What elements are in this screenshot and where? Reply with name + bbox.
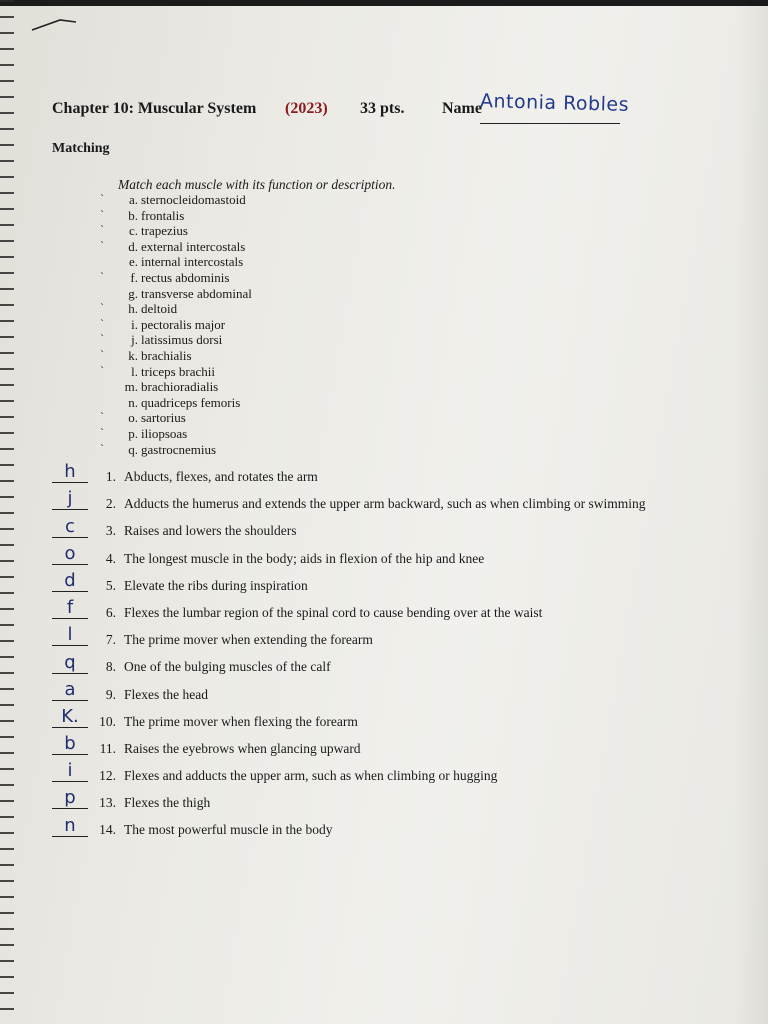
muscle-name: sartorius [141, 410, 186, 426]
chapter-title: Chapter 10: Muscular System [52, 100, 257, 117]
question-text: Flexes the lumbar region of the spinal cord to cause bending over at the waist [124, 604, 543, 620]
muscle-letter: a. [128, 192, 138, 207]
question-number: 11. [99, 740, 116, 756]
question-text: Flexes and adducts the upper arm, such as when climbing or hugging [124, 768, 498, 784]
question-text: One of the bulging muscles of the calf [124, 659, 331, 675]
muscle-letter: m. [124, 379, 138, 395]
muscle-name: triceps brachii [141, 363, 215, 379]
question-number: 6. [105, 604, 116, 620]
muscle-letter: i. [131, 316, 138, 332]
muscle-option [108, 379, 408, 395]
notebook-binding [0, 0, 14, 1024]
muscle-name: trapezius [141, 223, 188, 239]
question-number: 2. [105, 496, 116, 512]
muscle-letter: h. [128, 301, 138, 317]
pencil-tick-mark: ˋ [100, 334, 105, 346]
question-text: The prime mover when flexing the forearm [124, 713, 358, 729]
muscle-option [100, 207, 408, 224]
question-row [52, 760, 692, 790]
question-text: The most powerful muscle in the body [124, 822, 333, 838]
question-text: Flexes the head [124, 686, 208, 702]
question-number: 9. [105, 686, 116, 702]
question-row [52, 542, 692, 573]
question-text: Raises and lowers the shoulders [124, 523, 297, 539]
answer-blank[interactable]: h [52, 462, 88, 483]
muscle-name: deltoid [141, 301, 178, 317]
question-row [52, 651, 692, 681]
muscle-option [108, 395, 408, 411]
question-text: The prime mover when extending the forearm [124, 632, 373, 648]
question-text: Flexes the thigh [124, 795, 211, 811]
pencil-tick-mark: ˋ [100, 209, 105, 221]
muscle-name: gastrocnemius [141, 441, 217, 457]
muscle-option [100, 363, 408, 380]
muscle-letter: p. [128, 425, 138, 441]
question-text: Raises the eyebrows when glancing upward [124, 740, 361, 756]
pencil-tick-mark: ˋ [100, 194, 105, 205]
question-text: Elevate the ribs during inspiration [124, 577, 308, 593]
question-number: 3. [105, 523, 116, 539]
muscle-option [108, 286, 408, 302]
muscle-letter: o. [128, 410, 138, 426]
answer-blank[interactable]: n [52, 816, 88, 837]
muscle-option [108, 254, 408, 270]
muscle-option [100, 441, 408, 458]
question-row [52, 597, 692, 627]
question-row [52, 733, 692, 763]
page-edge-shadow [734, 0, 768, 1024]
muscle-name: external intercostals [141, 238, 246, 254]
muscle-letter: f. [130, 269, 138, 285]
question-row [52, 705, 692, 736]
answer-blank[interactable]: a [52, 680, 88, 701]
pencil-tick-mark: ˋ [100, 303, 105, 315]
question-row [52, 787, 692, 817]
question-text: The longest muscle in the body; aids in flexion of the hip and knee [124, 550, 485, 566]
muscle-option [100, 223, 408, 239]
muscle-letter: k. [128, 347, 138, 363]
pen-scratch-mark [30, 14, 80, 34]
question-text: Adducts the humerus and extends the upper arm backward, such as when climbing or swimming [124, 496, 646, 512]
muscle-name: pectoralis major [141, 316, 226, 332]
muscle-name: rectus abdominis [141, 269, 230, 285]
points-label: 33 pts. [360, 100, 405, 117]
muscle-name: latissimus dorsi [141, 332, 223, 348]
question-row [52, 678, 692, 709]
muscle-option [100, 332, 408, 348]
answer-blank[interactable]: q [52, 653, 88, 674]
answer-blank[interactable]: p [52, 788, 88, 809]
muscle-letter: d. [128, 238, 138, 254]
answer-blank[interactable]: b [52, 734, 88, 755]
name-label: Name [442, 100, 482, 117]
muscle-letter: c. [128, 223, 138, 239]
muscle-list [100, 192, 408, 457]
muscle-option [100, 347, 408, 364]
muscle-option [100, 301, 408, 317]
question-row [52, 624, 692, 654]
muscle-letter: g. [128, 285, 138, 301]
muscle-letter: e. [128, 254, 138, 270]
top-edge [0, 0, 768, 6]
muscle-letter: q. [128, 441, 138, 457]
question-number: 5. [105, 577, 116, 593]
muscle-letter: l. [131, 363, 138, 379]
pencil-tick-mark: ˋ [100, 427, 105, 439]
muscle-name: frontalis [141, 207, 185, 223]
answer-blank[interactable]: l [52, 625, 88, 646]
question-text: Abducts, flexes, and rotates the arm [124, 469, 318, 484]
muscle-name: transverse abdominal [141, 285, 252, 301]
worksheet-header [52, 90, 752, 130]
question-number: 8. [105, 659, 116, 675]
muscle-option [100, 316, 408, 333]
pencil-tick-mark: ˋ [100, 443, 105, 455]
muscle-option [100, 238, 408, 255]
muscle-letter: n. [128, 394, 138, 410]
answer-blank[interactable]: c [52, 517, 88, 538]
question-row [52, 569, 692, 600]
muscle-letter: b. [128, 207, 138, 223]
muscle-option [100, 269, 408, 286]
muscle-name: brachialis [141, 347, 192, 363]
muscle-name: quadriceps femoris [141, 394, 241, 410]
answer-blank[interactable]: K. [52, 707, 88, 728]
year-label: (2023) [285, 100, 328, 117]
question-number: 14. [99, 822, 116, 838]
question-number: 7. [105, 632, 116, 648]
question-row [52, 488, 692, 518]
muscle-name: internal intercostals [141, 254, 244, 270]
muscle-letter: j. [131, 332, 138, 348]
question-number: 4. [105, 550, 116, 566]
instructions: Match each muscle with its function or description. [118, 177, 396, 192]
question-number: 13. [99, 795, 116, 811]
answer-blank[interactable]: d [52, 571, 88, 592]
question-row [52, 461, 692, 491]
section-title: Matching [52, 141, 110, 156]
answer-blank[interactable]: o [52, 544, 88, 565]
pencil-tick-mark: ˋ [100, 225, 105, 237]
answer-blank[interactable]: i [52, 761, 88, 782]
answer-blank[interactable]: f [52, 598, 88, 619]
muscle-name: iliopsoas [141, 425, 188, 441]
question-number: 10. [99, 713, 116, 729]
muscle-name: sternocleidomastoid [141, 192, 246, 207]
pencil-tick-mark: ˋ [100, 271, 105, 283]
question-number: 1. [105, 469, 116, 484]
question-number: 12. [99, 768, 116, 784]
pencil-tick-mark: ˋ [100, 412, 105, 424]
student-name-handwritten: Antonia Robles [479, 90, 630, 116]
question-row [52, 814, 692, 844]
muscle-option [100, 425, 408, 442]
answer-blank[interactable]: j [52, 489, 88, 510]
name-underline [480, 123, 620, 124]
muscle-name: brachioradialis [141, 379, 219, 395]
pencil-tick-mark: ˋ [100, 365, 105, 377]
pencil-tick-mark: ˋ [100, 318, 105, 330]
pencil-tick-mark: ˋ [100, 240, 105, 252]
muscle-option [100, 410, 408, 426]
question-list [52, 461, 692, 845]
pencil-tick-mark: ˋ [100, 349, 105, 361]
question-row [52, 515, 692, 545]
muscle-option [100, 192, 408, 208]
